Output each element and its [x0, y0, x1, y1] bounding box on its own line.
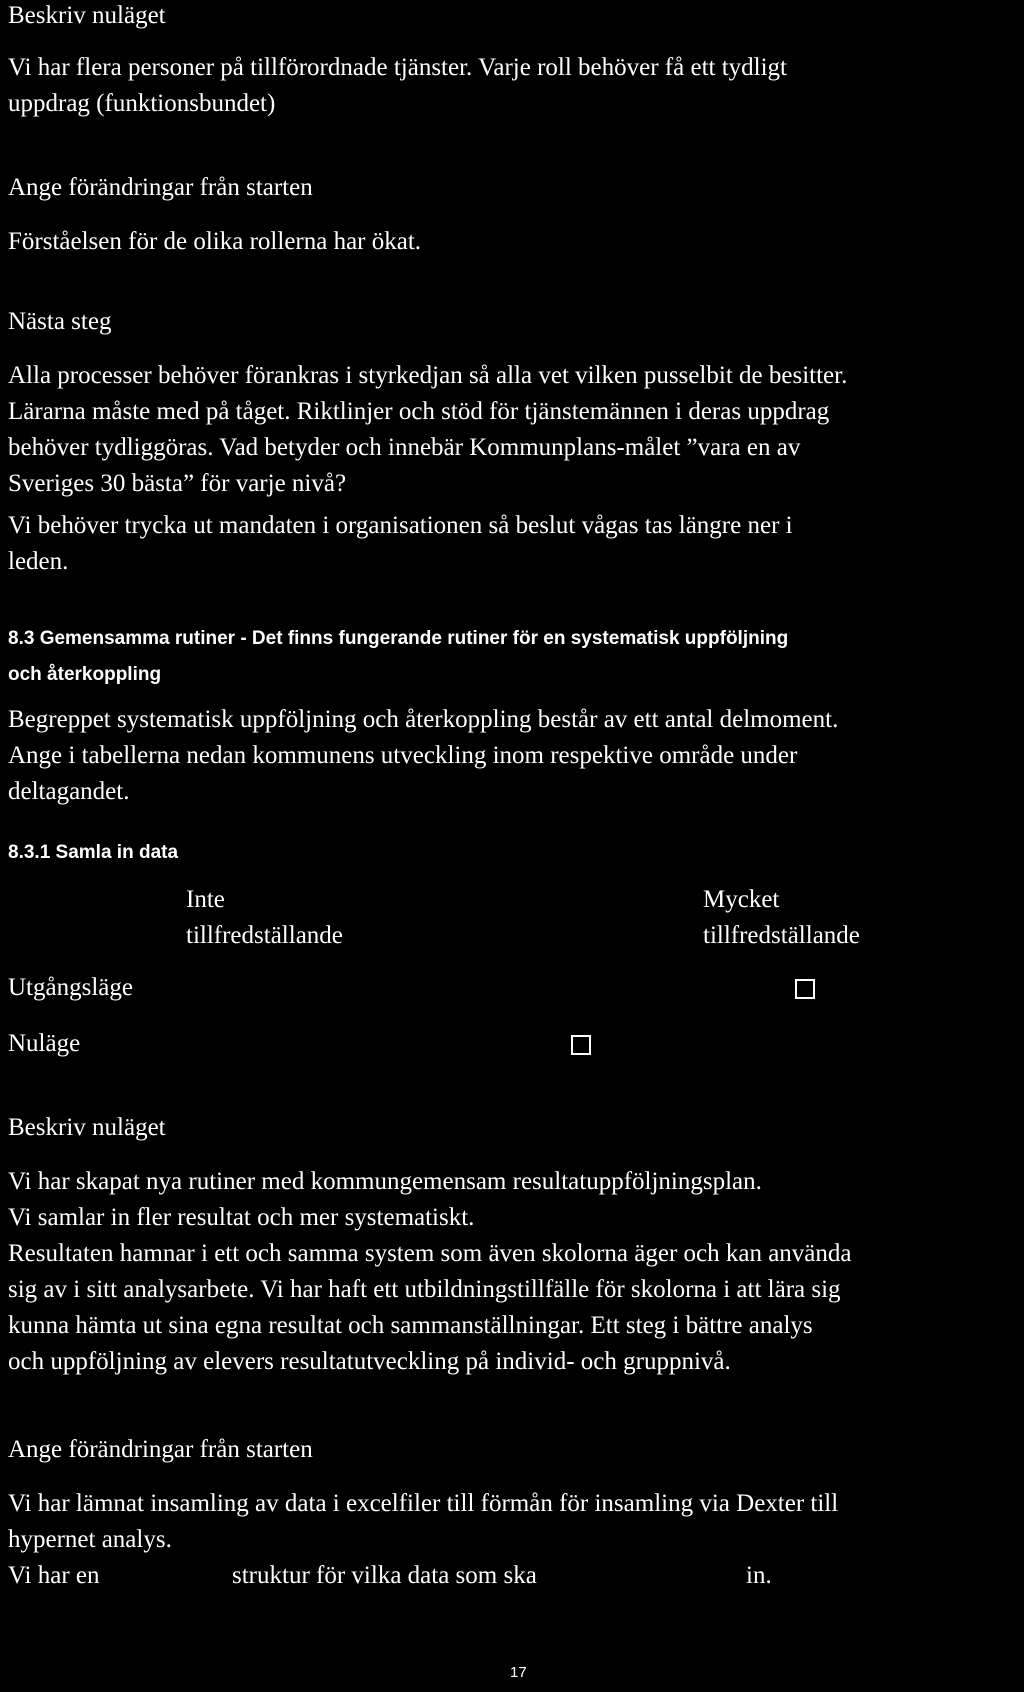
- paragraph-line: uppdrag (funktionsbundet): [8, 90, 276, 117]
- paragraph-line: deltagandet.: [8, 778, 130, 805]
- heading-beskriv-nulaget-1: Beskriv nuläget: [8, 2, 166, 29]
- row-label-utgangslage: Utgångsläge: [8, 974, 133, 1001]
- paragraph-line: Förståelsen för de olika rollerna har ökat.: [8, 228, 422, 255]
- paragraph-line-part: in.: [746, 1562, 772, 1589]
- scale-left-label-1: Inte: [186, 886, 225, 913]
- scale-right-label-1: Mycket: [703, 886, 780, 913]
- paragraph-line: Begreppet systematisk uppföljning och återkoppling består av ett antal delmoment.: [8, 706, 839, 733]
- paragraph-line: kunna hämta ut sina egna resultat och sammanställningar. Ett steg i bättre analys: [8, 1312, 813, 1339]
- section-heading-line2: och återkoppling: [8, 664, 162, 685]
- heading-ange-forandringar-2: Ange förändringar från starten: [8, 1436, 313, 1463]
- utgangslage-checkbox[interactable]: [795, 979, 815, 999]
- paragraph-line: Vi samlar in fler resultat och mer systematiskt.: [8, 1204, 475, 1231]
- paragraph-line: Resultaten hamnar i ett och samma system som även skolorna äger och kan använda: [8, 1240, 852, 1267]
- paragraph-line-part: struktur för vilka data som ska: [232, 1562, 537, 1589]
- paragraph-line: Alla processer behöver förankras i styrkedjan så alla vet vilken pusselbit de besitter.: [8, 362, 848, 389]
- paragraph-line: hypernet analys.: [8, 1526, 172, 1553]
- page-number: 17: [510, 1664, 527, 1681]
- paragraph-line-part: Vi har en: [8, 1562, 100, 1589]
- paragraph-line: sig av i sitt analysarbete. Vi har haft ett utbildningstillfälle för skolorna i att lära sig: [8, 1276, 841, 1303]
- paragraph-line: Sveriges 30 bästa” för varje nivå?: [8, 470, 347, 497]
- paragraph-line: behöver tydliggöras. Vad betyder och innebär Kommunplans-målet ”vara en av: [8, 434, 801, 461]
- paragraph-line: leden.: [8, 548, 69, 575]
- heading-beskriv-nulaget-2: Beskriv nuläget: [8, 1114, 166, 1141]
- scale-left-label-2: tillfredställande: [186, 922, 343, 949]
- paragraph-line: Vi har flera personer på tillförordnade tjänster. Varje roll behöver få ett tydligt: [8, 54, 788, 81]
- section-heading-line1: 8.3 Gemensamma rutiner - Det finns fungerande rutiner för en systematisk uppföljning: [8, 628, 789, 649]
- heading-nasta-steg: Nästa steg: [8, 308, 112, 335]
- paragraph-line: Lärarna måste med på tåget. Riktlinjer och stöd för tjänstemännen i deras uppdrag: [8, 398, 830, 425]
- subsection-heading: 8.3.1 Samla in data: [8, 842, 179, 863]
- paragraph-line: Ange i tabellerna nedan kommunens utveckling inom respektive område under: [8, 742, 798, 769]
- paragraph-line: Vi har lämnat insamling av data i excelfiler till förmån för insamling via Dexter till: [8, 1490, 839, 1517]
- scale-right-label-2: tillfredställande: [703, 922, 860, 949]
- paragraph-line: och uppföljning av elevers resultatutveckling på individ- och gruppnivå.: [8, 1348, 731, 1375]
- paragraph-line: Vi har skapat nya rutiner med kommungemensam resultatuppföljningsplan.: [8, 1168, 762, 1195]
- nulage-checkbox[interactable]: [571, 1035, 591, 1055]
- row-label-nulage: Nuläge: [8, 1030, 81, 1057]
- heading-ange-forandringar-1: Ange förändringar från starten: [8, 174, 313, 201]
- paragraph-line: Vi behöver trycka ut mandaten i organisationen så beslut vågas tas längre ner i: [8, 512, 793, 539]
